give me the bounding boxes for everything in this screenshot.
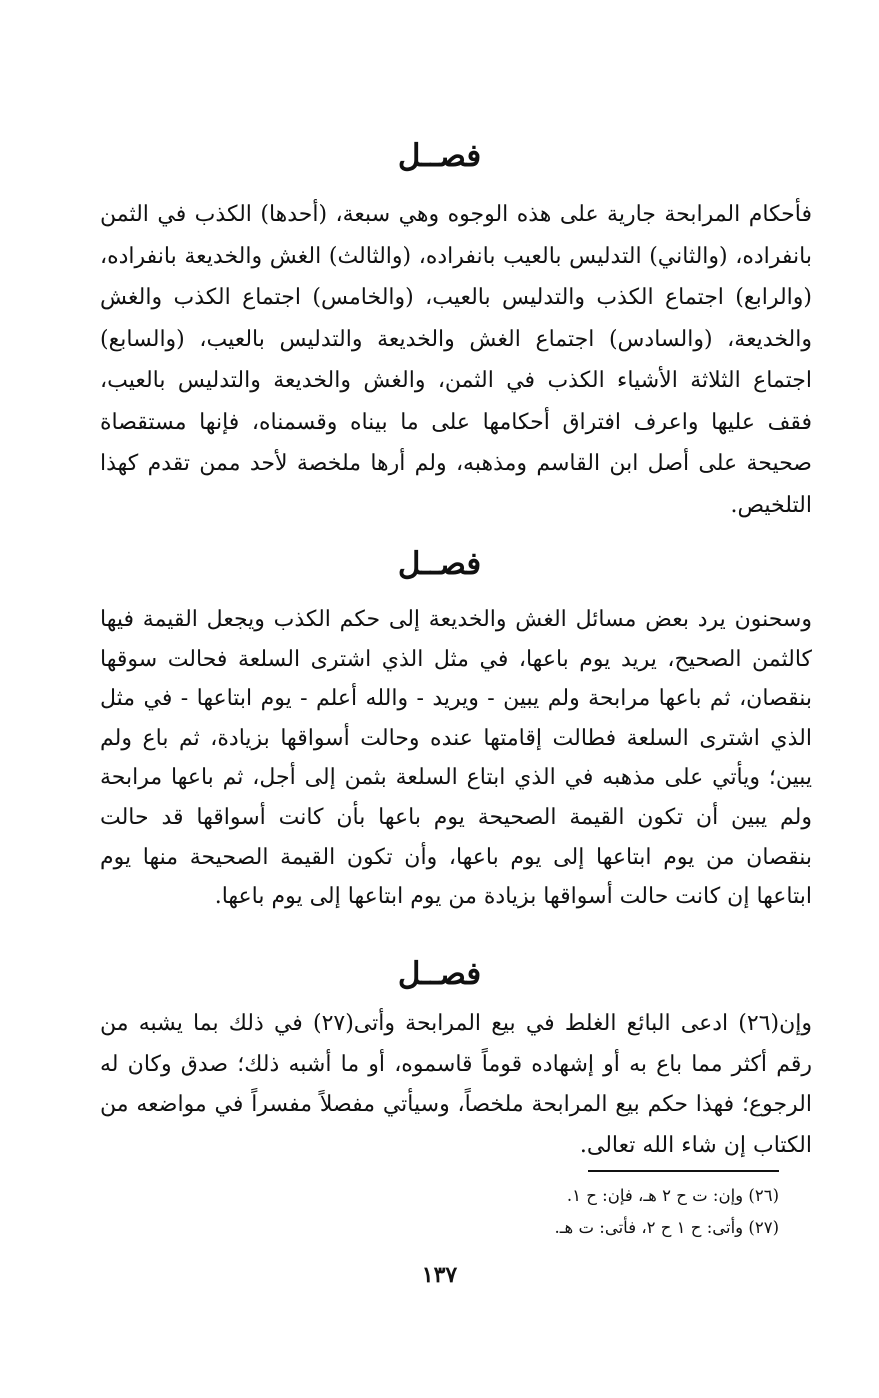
footnote-separator: [588, 1170, 779, 1172]
section-heading-3: فصــل: [397, 956, 482, 992]
section-heading-1: فصــل: [397, 138, 482, 174]
section-paragraph-3: وإن(٢٦) ادعى البائع الغلط في بيع المرابحة وأتى(٢٧) في ذلك بما يشبه من رقم أكثر مما باع به أو إشهاده قوماً قاسموه، أو ما أشبه ذلك؛ صدق وكان له الرجوع؛ فهذا حكم بيع المرابحة ملخصاً، وسيأتي مفصلاً مفسراً في مواضعه من الكتاب إن شاء الله تعالى.: [100, 1011, 813, 1158]
page-number: ١٣٧: [421, 1262, 458, 1288]
footnote-27: (٢٧) وأتى: ح ١ ح ٢، فأتى: ت هـ.: [554, 1218, 779, 1237]
section-paragraph-1: فأحكام المرابحة جارية على هذه الوجوه وهي سبعة، (أحدها) الكذب في الثمن بانفراده، (والثاني) التدليس بالعيب بانفراده، (والثالث) الغش والخديعة بانفراده، (والرابع) اجتماع الكذب والتدليس بالعيب، (والخامس) اجتماع الكذب والغش والخديعة، (والسادس) اجتماع الغش والخديعة والتدليس بالعيب، (والسابع) اجتماع الثلاثة الأشياء الكذب في الثمن، والغش والخديعة والتدليس بالعيب، فقف عليها واعرف افتراق أحكامها على ما بيناه وقسمناه، فإنها مستقصاة صحيحة على أصل ابن القاسم ومذهبه، ولم أرها ملخصة لأحد ممن تقدم كهذا التلخيص.: [100, 202, 812, 518]
footnote-26: (٢٦) وإن: ت ح ٢ هـ، فإن: ح ١.: [566, 1186, 779, 1205]
section-heading-2: فصــل: [397, 546, 482, 582]
footnotes: [67, 1180, 779, 1244]
section-paragraph-2: وسحنون يرد بعض مسائل الغش والخديعة إلى حكم الكذب ويجعل القيمة فيها كالثمن الصحيح، يريد يوم باعها، في مثل الذي اشترى السلعة فحالت سوقها بنقصان، ثم باعها مرابحة ولم يبين - ويريد - والله أعلم - يوم ابتاعها - في مثل الذي اشترى السلعة فطالت إقامتها عنده وحالت أسواقها بزيادة، ثم باع ولم يبين؛ ويأتي على مذهبه في الذي ابتاع السلعة بثمن إلى أجل، ثم باعها مرابحة ولم يبين أن تكون القيمة الصحيحة يوم باعها بأن كانت أسواقها قد حالت بنقصان من يوم ابتاعها إلى يوم باعها، وأن تكون القيمة الصحيحة منها يوم ابتاعها إن كانت حالت أسواقها بزيادة من يوم ابتاعها إلى يوم باعها.: [100, 607, 812, 910]
